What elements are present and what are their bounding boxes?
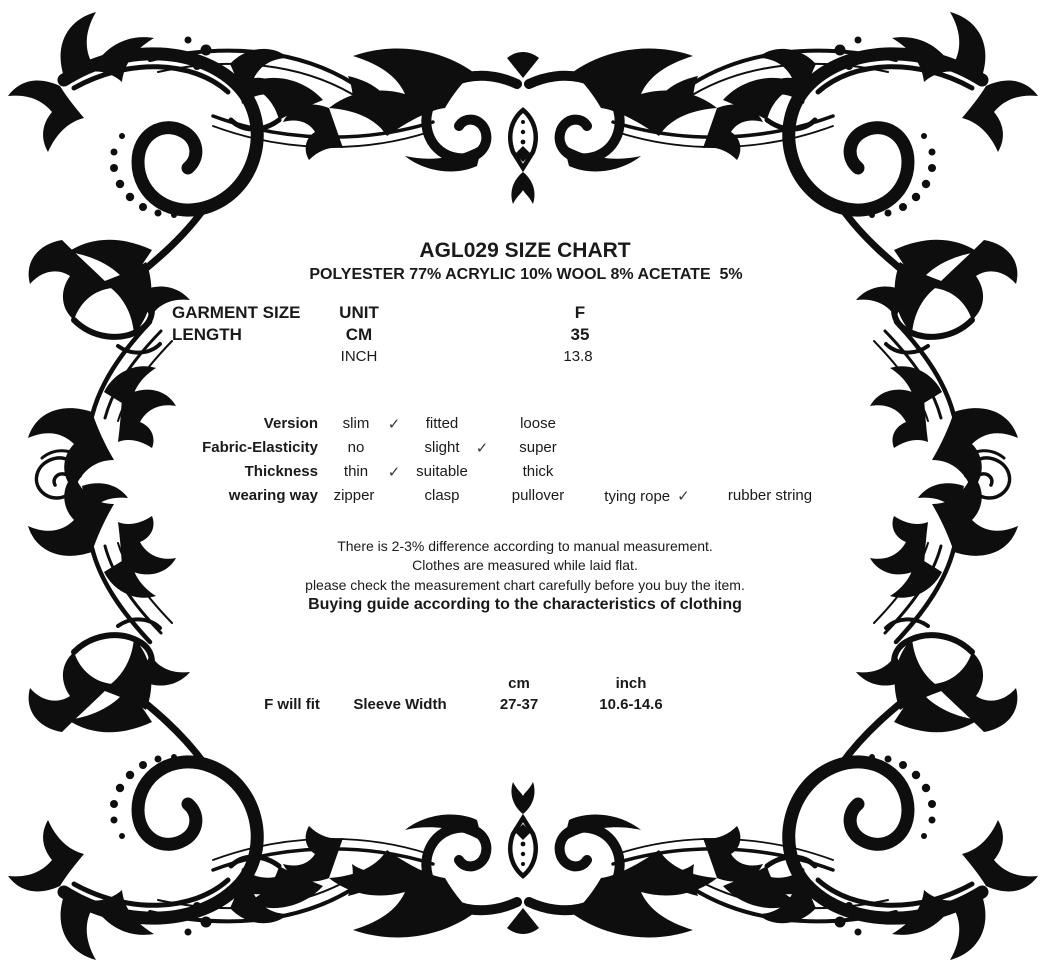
fit-measure-label: Sleeve Width <box>353 696 447 713</box>
attr-label: Fabric-Elasticity <box>202 439 318 456</box>
fit-value-cm: 27-37 <box>499 696 539 713</box>
attr-row-wearing-way <box>0 487 1046 507</box>
size-row-unit: CM <box>345 325 373 344</box>
fit-unit-inch: inch <box>615 675 647 692</box>
fit-table-header <box>0 675 1046 695</box>
size-row-label: GARMENT SIZE <box>172 303 301 322</box>
attr-option: suitable <box>416 463 468 480</box>
size-row-value: 13.8 <box>563 348 593 365</box>
attr-option: rubber string <box>727 487 813 504</box>
attr-option: thin <box>343 463 369 480</box>
attr-row-fabric-elasticity <box>0 439 1046 459</box>
attr-option: tying rope <box>604 488 671 505</box>
size-row-value: F <box>574 303 586 322</box>
size-table-row <box>0 348 1046 368</box>
fit-size-label: F will fit <box>264 696 320 713</box>
size-row-unit: INCH <box>340 348 378 365</box>
size-row-value: 35 <box>570 325 590 344</box>
buying-guide-heading: Buying guide according to the characteristics of clothing <box>308 596 742 613</box>
check-icon: ✓ <box>475 440 489 457</box>
attr-option: fitted <box>425 415 459 432</box>
fit-table-row <box>0 696 1046 716</box>
size-table-row <box>0 303 1046 323</box>
size-row-unit: UNIT <box>339 303 379 322</box>
attr-option: thick <box>522 463 554 480</box>
page-title: AGL029 SIZE CHART <box>419 239 631 262</box>
check-icon: ✓ <box>387 416 401 433</box>
attr-option: loose <box>520 415 556 432</box>
fit-unit-cm: cm <box>508 675 530 692</box>
check-icon: ✓ <box>677 488 690 505</box>
attr-label: Thickness <box>244 463 318 480</box>
note-line: please check the measurement chart carefully before you buy the item. <box>305 577 745 593</box>
attr-label: Version <box>263 415 318 432</box>
attr-option: pullover <box>511 487 565 504</box>
note-line: Clothes are measured while laid flat. <box>412 557 638 573</box>
size-row-label: LENGTH <box>172 325 242 344</box>
attr-option: slim <box>342 415 370 432</box>
fit-value-inch: 10.6-14.6 <box>599 696 663 713</box>
attr-row-version <box>0 415 1046 435</box>
attr-option: no <box>347 439 365 456</box>
check-icon: ✓ <box>387 464 401 481</box>
attr-option: zipper <box>333 487 375 504</box>
attr-row-thickness <box>0 463 1046 483</box>
fabric-composition: POLYESTER 77% ACRYLIC 10% WOOL 8% ACETATE 5% <box>309 266 743 283</box>
attr-option: super <box>519 439 557 456</box>
attr-label: wearing way <box>228 487 318 504</box>
attr-option: clasp <box>424 487 460 504</box>
attr-option: slight <box>424 439 460 456</box>
size-table-row <box>0 325 1046 345</box>
attr-option-checked <box>604 487 689 505</box>
note-line: There is 2-3% difference according to manual measurement. <box>337 538 713 554</box>
